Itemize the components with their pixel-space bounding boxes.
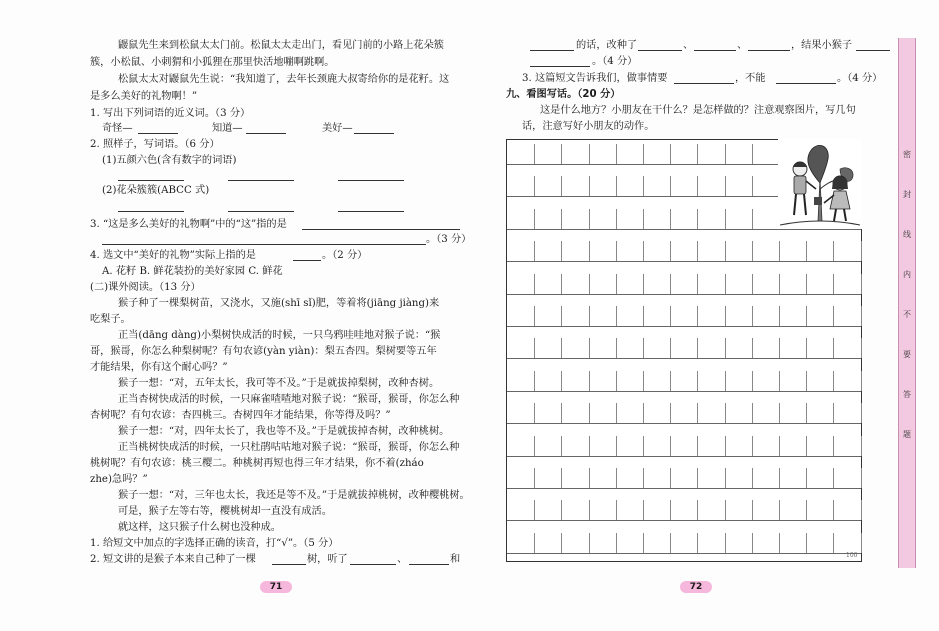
q1-c: 美好—: [322, 123, 353, 134]
grid-cell[interactable]: [697, 306, 725, 326]
r-line1-d: ，结果小猴子: [791, 40, 853, 51]
grid-cell[interactable]: [643, 338, 671, 358]
grid-cell[interactable]: [725, 500, 753, 520]
grid-cell[interactable]: [752, 533, 780, 553]
grid-cell[interactable]: [670, 533, 698, 553]
grid-cell[interactable]: [534, 403, 562, 423]
grid-cell[interactable]: [534, 338, 562, 358]
q2-s2: (2)花朵簇簇(ABCC 式): [102, 185, 210, 196]
grid-cell[interactable]: [561, 144, 589, 164]
grid-cell[interactable]: [752, 338, 780, 358]
grid-cell[interactable]: [670, 241, 698, 261]
grid-cell[interactable]: [507, 371, 535, 391]
sub-question-2: 2. 短文讲的是猴子本来自己种了一棵: [90, 554, 256, 565]
r-q3-blank-b[interactable]: [776, 83, 836, 84]
q4-title: 4. 选文中“美好的礼物”实际上指的是: [90, 250, 256, 261]
grid-cell[interactable]: [725, 176, 753, 196]
section-2-title: (二)课外阅读。（13 分）: [90, 282, 201, 293]
grid-cell[interactable]: [725, 241, 753, 261]
grid-cell[interactable]: [670, 468, 698, 488]
grid-cell[interactable]: [697, 403, 725, 423]
grid-cell[interactable]: [589, 209, 617, 229]
grid-cell[interactable]: [670, 209, 698, 229]
r-blank-6[interactable]: [530, 66, 590, 67]
grid-cell[interactable]: [725, 436, 753, 456]
grid-cell[interactable]: [534, 468, 562, 488]
grid-cell[interactable]: [725, 403, 753, 423]
grid-cell[interactable]: [534, 371, 562, 391]
grid-cell[interactable]: [725, 274, 753, 294]
grid-cell[interactable]: [779, 274, 807, 294]
grid-cell[interactable]: [725, 371, 753, 391]
story-line: 可是，猴子左等右等，樱桃树却一直没有成活。: [118, 506, 332, 517]
binding-char: 题: [903, 430, 911, 439]
r-blank-2[interactable]: [638, 50, 682, 51]
binding-char: 线: [903, 230, 911, 239]
grid-row: [507, 436, 861, 457]
grid-cell[interactable]: [752, 144, 780, 164]
grid-row: [507, 338, 861, 359]
r-q3b: ，不能: [735, 73, 766, 84]
sub-question-1: 1. 给短文中加点的字选择正确的读音，打“√”。（5 分）: [90, 538, 339, 549]
q1-a-blank[interactable]: [138, 133, 178, 134]
r-blank-3[interactable]: [694, 50, 736, 51]
grid-cell[interactable]: [616, 209, 644, 229]
grid-cell[interactable]: [589, 468, 617, 488]
binding-char: 答: [903, 390, 911, 399]
grid-cell[interactable]: [616, 338, 644, 358]
grid-cell[interactable]: [534, 306, 562, 326]
q3-score: 。（3 分）: [426, 234, 472, 245]
sub-question-2d: 和: [450, 554, 461, 565]
grid-cell[interactable]: [697, 500, 725, 520]
r-q3-blank-a[interactable]: [674, 83, 734, 84]
grid-cell[interactable]: [833, 241, 861, 261]
sub-question-2c: 、: [397, 554, 408, 565]
grid-cell[interactable]: [725, 338, 753, 358]
grid-cell[interactable]: [806, 533, 834, 553]
grid-cell[interactable]: [725, 144, 753, 164]
sq2-blank-c[interactable]: [409, 564, 449, 565]
grid-cell[interactable]: [643, 500, 671, 520]
r-blank-4[interactable]: [748, 50, 790, 51]
grid-cell[interactable]: [779, 436, 807, 456]
grid-cell[interactable]: [561, 533, 589, 553]
writing-prompt-1: 这是什么地方？小朋友在干什么？是怎样做的？注意观察图片，写几句: [540, 105, 856, 116]
grid-row: [507, 241, 861, 262]
grid-cell[interactable]: [507, 274, 535, 294]
grid-cell[interactable]: [697, 274, 725, 294]
grid-cell[interactable]: [697, 436, 725, 456]
grid-cell[interactable]: [670, 176, 698, 196]
grid-cell[interactable]: [643, 241, 671, 261]
grid-cell[interactable]: [507, 338, 535, 358]
grid-cell[interactable]: [670, 274, 698, 294]
grid-cell[interactable]: [589, 500, 617, 520]
grid-cell[interactable]: [616, 371, 644, 391]
sq2-blank-a[interactable]: [272, 564, 306, 565]
passage-line-2: 簇，小松鼠、小刺猬和小狐狸在那里快活地嘣啊跳啊。: [90, 57, 335, 68]
grid-cell[interactable]: [616, 468, 644, 488]
grid-cell[interactable]: [561, 274, 589, 294]
grid-cell[interactable]: [616, 500, 644, 520]
grid-cell[interactable]: [507, 144, 535, 164]
grid-cell[interactable]: [697, 176, 725, 196]
grid-cell[interactable]: [534, 274, 562, 294]
grid-cell[interactable]: [561, 403, 589, 423]
grid-cell[interactable]: [507, 209, 535, 229]
q2-s1: (1)五颜六色(含有数字的词语): [102, 155, 237, 166]
grid-cell[interactable]: [833, 403, 861, 423]
story-line: 杏树呢？有句农谚：杏四桃三。杏树四年才能结果，你等得及吗？”: [90, 410, 391, 421]
grid-cell[interactable]: [806, 274, 834, 294]
binding-char: 内: [903, 270, 911, 279]
grid-cell[interactable]: [616, 274, 644, 294]
q2-blank-2[interactable]: [228, 180, 294, 181]
page-number: 71: [260, 581, 292, 593]
q1-a: 奇怪—: [102, 123, 133, 134]
passage-line-1: 鼹鼠先生来到松鼠太太门前。松鼠太太走出门，看见门前的小路上花朵簇: [118, 40, 444, 51]
q1-c-blank[interactable]: [354, 133, 394, 134]
q1-b: 知道—: [212, 123, 243, 134]
grid-cell[interactable]: [697, 533, 725, 553]
story-line: 猴子一想：“对，五年太长，我可等不及。”于是就拔掉梨树，改种杏树。: [118, 378, 440, 389]
grid-cell[interactable]: [616, 176, 644, 196]
story-line: 正当杏树快成活的时候，一只麻雀喳喳地对猴子说：“猴哥，猴哥，你怎么种: [118, 394, 460, 405]
grid-count: 100: [846, 552, 858, 559]
grid-cell[interactable]: [752, 371, 780, 391]
r-blank-5[interactable]: [856, 50, 890, 51]
grid-cell[interactable]: [725, 209, 753, 229]
grid-cell[interactable]: [534, 436, 562, 456]
story-line: 猴子种了一棵梨树苗，又浇水，又施(shī sǐ)肥，等着将(jiāng jiàng)来: [118, 298, 440, 309]
grid-cell[interactable]: [534, 209, 562, 229]
grid-cell[interactable]: [670, 500, 698, 520]
grid-cell[interactable]: [752, 500, 780, 520]
sub-question-2b: 树，听了: [307, 554, 348, 565]
grid-cell[interactable]: [561, 468, 589, 488]
grid-cell[interactable]: [670, 306, 698, 326]
grid-cell[interactable]: [806, 500, 834, 520]
story-line: 正当桃树快成活的时候，一只杜鹃咕咕地对猴子说：“猴哥，猴哥，你怎么种: [118, 442, 460, 453]
grid-cell[interactable]: [779, 371, 807, 391]
q4-blank[interactable]: [293, 260, 321, 261]
grid-row: [507, 371, 861, 392]
grid-cell[interactable]: [561, 371, 589, 391]
grid-cell[interactable]: [589, 144, 617, 164]
grid-cell[interactable]: [779, 306, 807, 326]
grid-cell[interactable]: [752, 274, 780, 294]
binding-char: 要: [903, 350, 911, 359]
passage-line-4: 是多么美好的礼物啊！”: [90, 91, 198, 102]
q2-blank-4[interactable]: [118, 211, 184, 212]
grid-cell[interactable]: [643, 144, 671, 164]
r-blank-1[interactable]: [530, 50, 574, 51]
grid-cell[interactable]: [643, 274, 671, 294]
r-line1-c: 、: [737, 40, 748, 51]
grid-cell[interactable]: [752, 436, 780, 456]
q4-score: 。（2 分）: [322, 250, 368, 261]
q4-options: A. 花籽 B. 鲜花装扮的美好家园 C. 鲜花: [102, 266, 283, 277]
grid-cell[interactable]: [643, 371, 671, 391]
grid-cell[interactable]: [697, 144, 725, 164]
q3-blank-a[interactable]: [302, 229, 460, 230]
grid-cell[interactable]: [507, 241, 535, 261]
grid-cell[interactable]: [643, 533, 671, 553]
grid-cell[interactable]: [806, 436, 834, 456]
children-planting-illustration: [778, 139, 862, 229]
grid-cell[interactable]: [589, 403, 617, 423]
grid-cell[interactable]: [752, 209, 780, 229]
grid-cell[interactable]: [697, 371, 725, 391]
grid-row: [507, 274, 861, 295]
grid-cell[interactable]: [507, 533, 535, 553]
r-q3c: 。（4 分）: [837, 73, 883, 84]
grid-cell[interactable]: [806, 241, 834, 261]
grid-cell[interactable]: [779, 533, 807, 553]
writing-prompt-2: 话，注意写好小朋友的动作。: [522, 121, 655, 132]
binding-char: 不: [903, 310, 911, 319]
grid-cell[interactable]: [561, 436, 589, 456]
story-line: 就这样，这只猴子什么树也没种成。: [118, 522, 281, 533]
q2-blank-3[interactable]: [338, 180, 404, 181]
grid-cell[interactable]: [697, 241, 725, 261]
grid-cell[interactable]: [670, 371, 698, 391]
grid-cell[interactable]: [534, 241, 562, 261]
grid-cell[interactable]: [670, 436, 698, 456]
grid-cell[interactable]: [806, 338, 834, 358]
grid-cell[interactable]: [643, 403, 671, 423]
r-line2: 。（4 分）: [592, 56, 638, 67]
grid-cell[interactable]: [643, 209, 671, 229]
grid-cell[interactable]: [833, 500, 861, 520]
grid-cell[interactable]: [507, 403, 535, 423]
q1-title: 1. 写出下列词语的近义词。（3 分）: [90, 108, 251, 119]
grid-cell[interactable]: [752, 468, 780, 488]
grid-cell[interactable]: [643, 176, 671, 196]
section-9-title: 九、看图写话。（20 分）: [506, 89, 621, 100]
grid-cell[interactable]: [833, 274, 861, 294]
grid-cell[interactable]: [725, 468, 753, 488]
grid-cell[interactable]: [806, 468, 834, 488]
grid-row: [507, 500, 861, 521]
binding-char: 封: [903, 190, 911, 199]
grid-cell[interactable]: [589, 241, 617, 261]
grid-cell[interactable]: [507, 436, 535, 456]
grid-cell[interactable]: [534, 533, 562, 553]
grid-cell[interactable]: [752, 403, 780, 423]
r-line1-a: 的话，改种了: [576, 40, 638, 51]
grid-cell[interactable]: [616, 306, 644, 326]
grid-cell[interactable]: [779, 241, 807, 261]
grid-cell[interactable]: [589, 176, 617, 196]
grid-cell[interactable]: [833, 533, 861, 553]
grid-cell[interactable]: [589, 306, 617, 326]
grid-cell[interactable]: [697, 338, 725, 358]
grid-cell[interactable]: [561, 209, 589, 229]
grid-cell[interactable]: [670, 403, 698, 423]
binding-char: 密: [903, 150, 911, 159]
grid-cell[interactable]: [752, 306, 780, 326]
grid-cell[interactable]: [616, 436, 644, 456]
grid-cell[interactable]: [643, 436, 671, 456]
grid-cell[interactable]: [670, 144, 698, 164]
grid-cell[interactable]: [643, 306, 671, 326]
grid-cell[interactable]: [589, 338, 617, 358]
grid-cell[interactable]: [561, 338, 589, 358]
grid-cell[interactable]: [561, 500, 589, 520]
grid-cell[interactable]: [670, 338, 698, 358]
grid-cell[interactable]: [752, 176, 780, 196]
q2-title: 2. 照样子，写词语。（6 分）: [90, 139, 220, 150]
grid-cell[interactable]: [779, 338, 807, 358]
q3-blank-b[interactable]: [102, 244, 426, 245]
grid-cell[interactable]: [616, 533, 644, 553]
story-line: 才能结果，你有这个耐心吗？”: [90, 362, 228, 373]
sq2-blank-b[interactable]: [350, 564, 396, 565]
grid-cell[interactable]: [507, 306, 535, 326]
q2-blank-1[interactable]: [118, 180, 184, 181]
grid-cell[interactable]: [616, 403, 644, 423]
grid-cell[interactable]: [833, 306, 861, 326]
grid-cell[interactable]: [697, 468, 725, 488]
grid-cell[interactable]: [806, 403, 834, 423]
r-line1-b: 、: [683, 40, 694, 51]
grid-row: [507, 306, 861, 327]
grid-cell[interactable]: [589, 436, 617, 456]
story-line: 吃梨子。: [90, 314, 131, 325]
grid-cell[interactable]: [561, 176, 589, 196]
grid-row: [507, 533, 861, 554]
grid-cell[interactable]: [806, 306, 834, 326]
grid-cell[interactable]: [752, 241, 780, 261]
grid-cell[interactable]: [833, 436, 861, 456]
grid-cell[interactable]: [534, 144, 562, 164]
grid-cell[interactable]: [833, 338, 861, 358]
story-line: zhe)急吗？”: [90, 474, 148, 485]
grid-cell[interactable]: [806, 371, 834, 391]
binding-margin: [898, 38, 916, 568]
grid-cell[interactable]: [507, 500, 535, 520]
passage-line-3: 松鼠太太对鼹鼠先生说：“我知道了，去年长颈鹿大叔寄给你的是花籽。这: [118, 74, 450, 85]
grid-cell[interactable]: [561, 241, 589, 261]
grid-cell[interactable]: [589, 371, 617, 391]
grid-cell[interactable]: [725, 306, 753, 326]
grid-row: [507, 468, 861, 489]
grid-cell[interactable]: [616, 241, 644, 261]
grid-cell[interactable]: [616, 144, 644, 164]
page-number: 72: [680, 581, 712, 593]
grid-cell[interactable]: [507, 176, 535, 196]
grid-cell[interactable]: [534, 176, 562, 196]
grid-cell[interactable]: [725, 533, 753, 553]
story-line: 哥，猴哥，你怎么种梨树呢？有句农谚(yàn yiàn)：梨五杏四。梨树要等五年: [90, 346, 437, 357]
grid-cell[interactable]: [534, 500, 562, 520]
grid-cell[interactable]: [833, 468, 861, 488]
grid-cell[interactable]: [589, 533, 617, 553]
grid-row: [507, 403, 861, 424]
r-q3: 3. 这篇短文告诉我们，做事情要: [522, 73, 668, 84]
q1-b-blank[interactable]: [246, 133, 286, 134]
story-line: 正当(dāng dàng)小梨树快成活的时候，一只乌鸦哇哇地对猴子说：“猴: [118, 330, 441, 341]
grid-cell[interactable]: [779, 468, 807, 488]
q2-blank-5[interactable]: [228, 211, 294, 212]
q3-title: 3. “这是多么美好的礼物啊”中的“这”指的是: [90, 219, 287, 230]
grid-cell[interactable]: [833, 371, 861, 391]
grid-cell[interactable]: [507, 468, 535, 488]
story-line: 猴子一想：“对，三年也太长，我还是等不及。”于是就拔掉桃树，改种樱桃树。: [118, 490, 470, 501]
story-line: 猴子一想：“对，四年太长了，我也等不及。”于是就拔掉杏树，改种桃树。: [118, 426, 450, 437]
grid-cell[interactable]: [779, 500, 807, 520]
grid-cell[interactable]: [589, 274, 617, 294]
grid-cell[interactable]: [643, 468, 671, 488]
grid-cell[interactable]: [561, 306, 589, 326]
story-line: 桃树呢？有句农谚：桃三樱二。种桃树再短也得三年才结果，你不着(zháo: [90, 458, 424, 469]
grid-cell[interactable]: [779, 403, 807, 423]
q2-blank-6[interactable]: [338, 211, 404, 212]
grid-cell[interactable]: [697, 209, 725, 229]
